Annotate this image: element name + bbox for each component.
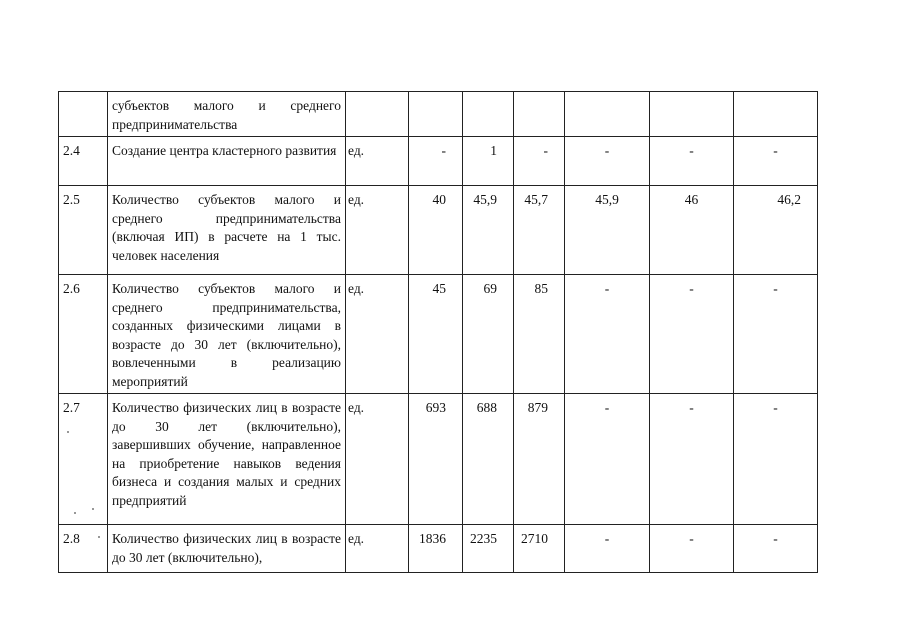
value-cell: -: [514, 137, 565, 186]
value-cell: -: [650, 275, 734, 394]
value-cell: -: [734, 525, 818, 573]
value-cell: -: [650, 394, 734, 525]
row-number: 2.7: [59, 394, 108, 525]
row-number: 2.5: [59, 186, 108, 275]
scan-speck: [98, 536, 100, 538]
value-cell: -: [565, 394, 650, 525]
unit-cell: ед.: [346, 186, 409, 275]
indicator-name: субъектов малого и среднего предпринимательства: [108, 92, 346, 137]
value-cell: -: [650, 525, 734, 573]
value-cell: 2710: [514, 525, 565, 573]
value-cell: 45,9: [463, 186, 514, 275]
value-cell: -: [734, 394, 818, 525]
value-cell: 45,9: [565, 186, 650, 275]
scan-speck: [74, 512, 76, 514]
indicator-name: Количество субъектов малого и среднего предпринимательства (включая ИП) в расчете на 1 тыс. человек населения: [108, 186, 346, 275]
value-cell: 45: [409, 275, 463, 394]
value-cell: 85: [514, 275, 565, 394]
table-row: [59, 394, 818, 525]
value-cell: [463, 92, 514, 137]
value-cell: -: [409, 137, 463, 186]
value-cell: [734, 92, 818, 137]
indicator-name: Создание центра кластерного развития: [108, 137, 346, 186]
indicator-name: Количество физических лиц в возрасте до 30 лет (включительно),: [108, 525, 346, 573]
unit-cell: ед.: [346, 394, 409, 525]
table-row: [59, 92, 818, 137]
row-number: 2.6: [59, 275, 108, 394]
value-cell: 40: [409, 186, 463, 275]
unit-cell: ед.: [346, 137, 409, 186]
table-row: [59, 525, 818, 573]
value-cell: -: [734, 137, 818, 186]
value-cell: [650, 92, 734, 137]
scan-speck: [92, 508, 94, 510]
value-cell: 46,2: [734, 186, 818, 275]
value-cell: [565, 92, 650, 137]
value-cell: 1: [463, 137, 514, 186]
scan-speck: [67, 431, 69, 433]
value-cell: 1836: [409, 525, 463, 573]
table-row: [59, 186, 818, 275]
row-number: 2.4: [59, 137, 108, 186]
unit-cell: ед.: [346, 525, 409, 573]
value-cell: -: [565, 275, 650, 394]
value-cell: 46: [650, 186, 734, 275]
value-cell: 2235: [463, 525, 514, 573]
indicator-name: Количество субъектов малого и среднего предпринимательства, созданных физическими лицами в возрасте до 30 лет (включительно), вовлеченными в реализацию мероприятий: [108, 275, 346, 394]
table-row: [59, 137, 818, 186]
unit-cell: [346, 92, 409, 137]
value-cell: [514, 92, 565, 137]
value-cell: 688: [463, 394, 514, 525]
value-cell: -: [650, 137, 734, 186]
value-cell: 69: [463, 275, 514, 394]
value-cell: 879: [514, 394, 565, 525]
value-cell: -: [565, 525, 650, 573]
value-cell: 693: [409, 394, 463, 525]
indicator-name: Количество физических лиц в возрасте до 30 лет (включительно), завершивших обучение, направленное на приобретение навыков ведения бизнеса и создания малых и средних предприятий: [108, 394, 346, 525]
value-cell: 45,7: [514, 186, 565, 275]
value-cell: -: [565, 137, 650, 186]
value-cell: -: [734, 275, 818, 394]
indicators-table: [58, 91, 818, 573]
unit-cell: ед.: [346, 275, 409, 394]
value-cell: [409, 92, 463, 137]
table-row: [59, 275, 818, 394]
row-number: 2.8: [59, 525, 108, 573]
row-number: [59, 92, 108, 137]
